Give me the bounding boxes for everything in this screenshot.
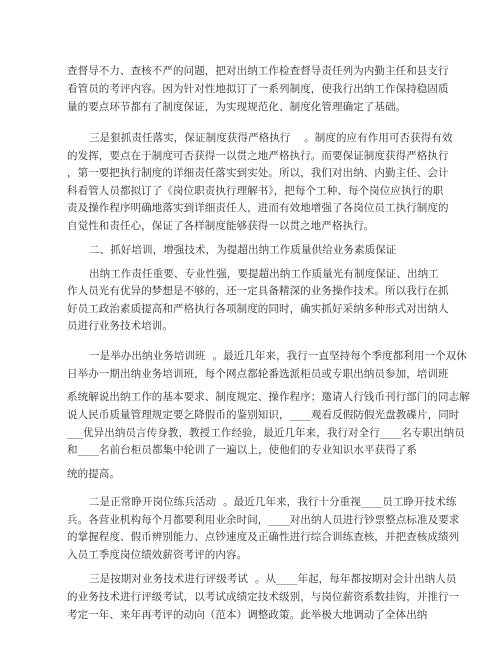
body-line: 统的提高。 [67, 468, 120, 480]
body-line: 三是按期对业务技术进行评级考试 。从____年起，每年都按期对会计出纳人员 [89, 573, 457, 585]
body-line: 责及操作程序明确地落实到详细责任人，进而有效地增强了各岗位员工执行制度的 [67, 202, 449, 214]
body-line: 查督导不力、查核不严的问题，把对出纳工作检查督导责任列为内勤主任和县支行 [67, 65, 449, 77]
body-line: 好员工政治素质提高和严格执行各项制度的同时，确实抓好采纳多种形式对出纳人 [67, 303, 449, 315]
body-line: 量的要点环节都有了制度保证，为实现规范化、制度化管理确定了基础。 [67, 101, 407, 113]
body-line: 三是狠抓责任落实，保证制度获得严格执行 。制度的应有作用可否获得有效 [89, 132, 453, 144]
body-line: 说人民币质量管理规定要乞降假币的鉴别知识，____观看反假防假光盘教碟片，同时 [67, 409, 460, 421]
body-line: 自觉性和责任心，保证了各样制度能够获得一以贯之地严格执行。 [67, 220, 375, 232]
body-line: 出纳工作责任重要、专业性强，要提超出纳工作质量光有制度保证、出纳工 [89, 268, 439, 280]
body-line: 和____名前台柜员都集中轮训了一遍以上，使他们的专业知识水平获得了系 [67, 444, 417, 456]
body-line: 兵。各营业机构每个月都要利用业余时间，____对出纳人员进行钞票整点标准及要求 [67, 514, 460, 526]
body-line: 入员工季度岗位绩效薪资考评的内容。 [67, 549, 248, 561]
body-line: 系统解说出纳工作的基本要求、制度规定、操作程序；邀请人行钱币刊行部门的同志解 [67, 391, 470, 403]
body-line: 的业务技术进行评级考试，以考试成绩定技术级别，与岗位薪资系数挂钩，并推行一 [67, 591, 460, 603]
body-line: 员进行业务技术培训。 [67, 320, 173, 332]
body-line: 看管员的考评内容。因为针对性地拟订了一系列制度，使我行出纳工作保持稳固质 [67, 83, 449, 95]
body-line: 一是举办出纳业务培训班 。最近几年来，我行一直坚持每个季度都利用一个双休 [89, 350, 467, 362]
body-line: ，第一要把执行制度的详细责任落实到实处。所以，我们对出纳、内勤主任、会计 [67, 167, 449, 179]
body-line: 二是正常睁开岗位练兵活动 。最近几年来，我行十分重视____员工睁开技术练 [89, 496, 457, 508]
body-line: 作人员光有优异的梦想是不够的，还一定具备精深的业务操作技术。所以我行在抓 [67, 285, 449, 297]
body-line: ___优异出纳员言传身教，教授工作经验，最近几年来，我行对全行____名专职出纳员 [67, 427, 465, 439]
body-line: 日举办一期出纳业务培训班，每个网点都轮番选派柜员或专职出纳员参加，培训班 [67, 368, 449, 380]
section-heading: 二、抓好培训，增强技术，为提超出纳工作质量供给业务素质保证 [89, 244, 397, 256]
body-line: 科看管人员都拟订了《岗位职责执行理解书》，把每个工种、每个岗位应执行的职 [67, 185, 444, 197]
body-line: 考定一年、来年再考评的动向（范本）调整政策。此举极大地调动了全体出纳 [67, 609, 428, 621]
body-line: 的发挥，要点在于制度可否获得一以贯之地严格执行。而要保证制度获得严格执行 [67, 150, 449, 162]
body-line: 的掌握程度、假币辨别能力、点钞速度及正确性进行综合训练查核，并把查核成绩列 [67, 531, 460, 543]
